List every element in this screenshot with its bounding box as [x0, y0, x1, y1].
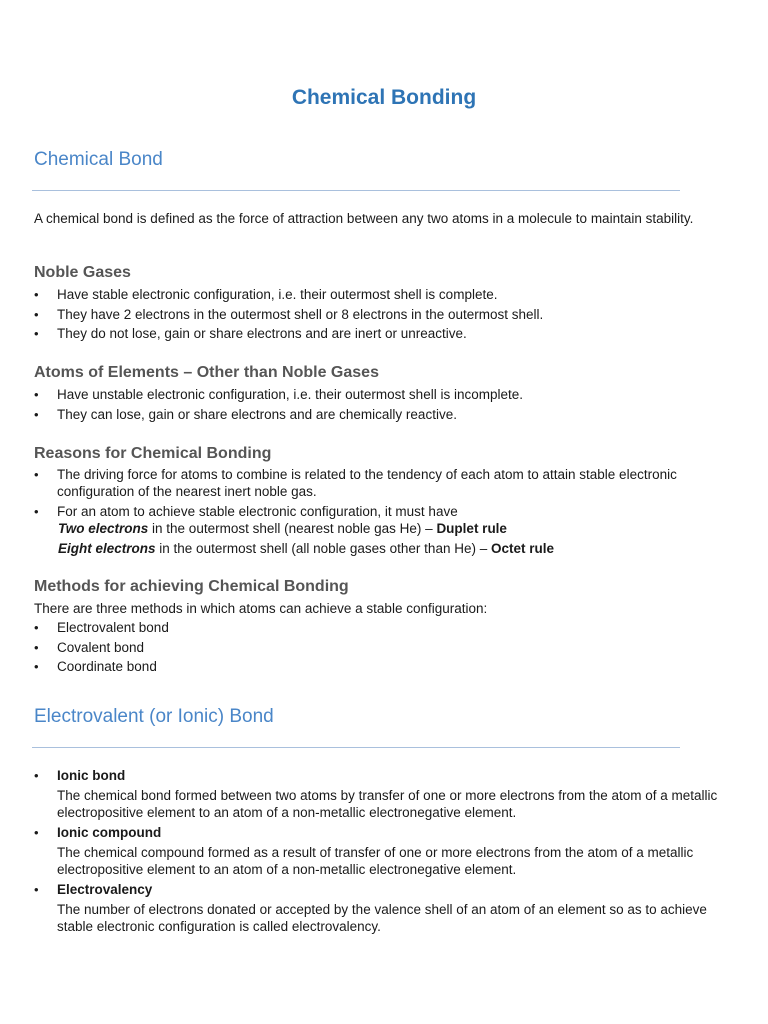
list-item: • Have stable electronic configuration, i.e. their outermost shell is complete.: [34, 287, 498, 302]
list-item: • Covalent bond: [34, 639, 145, 655]
octet-rule-line: Eight electrons in the outermost shell (all noble gases other than He) – Octet rule: [58, 541, 554, 556]
section-divider: [32, 190, 680, 191]
term-ionic-compound: Ionic compound: [57, 825, 162, 840]
methods-list: [34, 619, 744, 675]
bullet-icon: •: [34, 825, 39, 840]
bullet-icon: •: [34, 768, 39, 783]
bullet-icon: •: [34, 620, 39, 635]
heading-chemical-bond: Chemical Bond: [34, 149, 163, 170]
bullet-icon: •: [34, 287, 39, 302]
reasons-list: [34, 466, 744, 520]
list-item: [34, 767, 744, 821]
list-item: • Have unstable electronic configuration, i.e. their outermost shell is incomplete.: [34, 387, 523, 402]
definition-ionic-bond: The chemical bond formed between two atoms by transfer of one or more electrons from the atom of a metallic electropositive element to an atom of a non-metallic electronegative element.: [57, 788, 718, 820]
list-item: • The driving force for atoms to combine is related to the tendency of each atom to attain stable electronic configuration of the nearest inert noble gas.: [34, 467, 677, 499]
bullet-icon: •: [34, 659, 39, 674]
list-item: • They have 2 electrons in the outermost shell or 8 electrons in the outermost shell.: [34, 306, 544, 322]
bullet-icon: •: [34, 503, 39, 519]
list-item: • Coordinate bond: [34, 659, 157, 674]
section-divider: [32, 747, 680, 748]
list-item: • They do not lose, gain or share electrons and are inert or unreactive.: [34, 326, 467, 341]
list-item: • They can lose, gain or share electrons and are chemically reactive.: [34, 406, 457, 422]
duplet-rule-line: Two electrons in the outermost shell (nearest noble gas He) – Duplet rule: [58, 521, 507, 536]
heading-reasons: Reasons for Chemical Bonding: [34, 445, 272, 462]
definition-electrovalency: The number of electrons donated or accepted by the valence shell of an atom of an element so as to achieve stable electronic configuration is called electrovalency.: [57, 902, 707, 934]
chemical-bond-definition: A chemical bond is defined as the force of attraction between any two atoms in a molecule to maintain stability.: [34, 211, 694, 226]
noble-gases-list: [34, 286, 744, 342]
ionic-terms-list: [34, 767, 744, 935]
heading-other-atoms: Atoms of Elements – Other than Noble Gases: [34, 364, 379, 381]
definition-ionic-compound: The chemical compound formed as a result of transfer of one or more electrons from the atom of a metallic electropositive element to an atom of a non-metallic electronegative element.: [57, 845, 694, 877]
list-item: [34, 824, 744, 878]
term-electrovalency: Electrovalency: [57, 882, 153, 897]
other-atoms-list: [34, 386, 744, 423]
heading-methods: Methods for achieving Chemical Bonding: [34, 578, 349, 595]
bullet-icon: •: [34, 306, 39, 322]
bullet-icon: •: [34, 406, 39, 422]
heading-electrovalent-bond: Electrovalent (or Ionic) Bond: [34, 706, 274, 727]
heading-noble-gases: Noble Gases: [34, 264, 131, 281]
list-item: • Electrovalent bond: [34, 620, 169, 635]
bullet-icon: •: [34, 882, 39, 897]
bullet-icon: •: [34, 639, 39, 655]
list-item: • For an atom to achieve stable electronic configuration, it must have: [34, 503, 458, 519]
list-item: [34, 881, 744, 935]
methods-intro: There are three methods in which atoms can achieve a stable configuration:: [34, 601, 488, 616]
bullet-icon: •: [34, 326, 39, 341]
document-title: Chemical Bonding: [291, 86, 477, 109]
bullet-icon: •: [34, 467, 39, 482]
bullet-icon: •: [34, 387, 39, 402]
term-ionic-bond: Ionic bond: [57, 768, 126, 783]
